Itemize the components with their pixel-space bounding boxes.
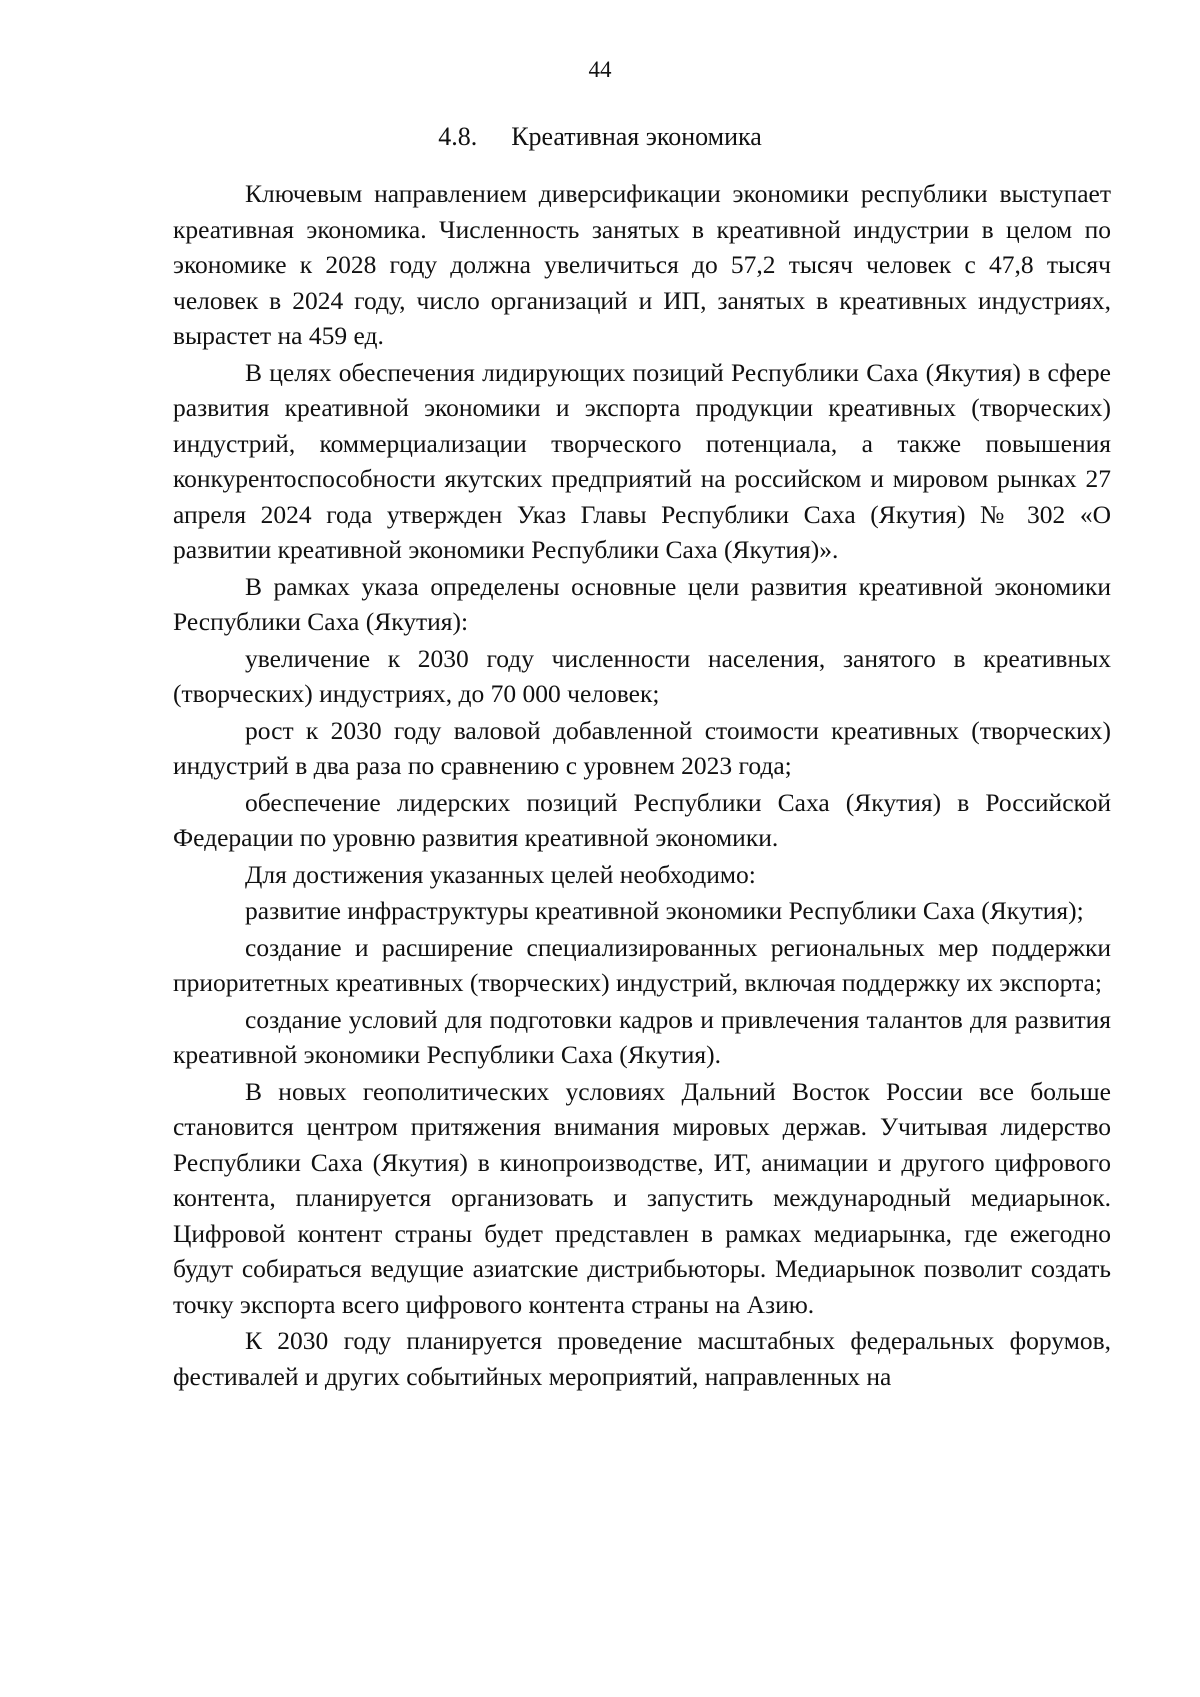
- list-item-goal: увеличение к 2030 году численности населения, занятого в креативных (творческих) индустриях, до 70 000 человек;: [173, 643, 1111, 708]
- list-item-goal: обеспечение лидерских позиций Республики Саха (Якутия) в Российской Федерации по уровню развития креативной экономики.: [173, 787, 1111, 852]
- paragraph: В целях обеспечения лидирующих позиций Республики Саха (Якутия) в сфере развития креативной экономики и экспорта продукции креативных (творческих) индустрий, коммерциализации творческого потенциала, а также повышения конкурентоспособности якутских предприятий на российском и мировом рынках 27 апреля 2024 года утвержден Указ Главы Республики Саха (Якутия) № 302 «О развитии креативной экономики Республики Саха (Якутия)».: [173, 357, 1111, 564]
- list-item-measure: создание условий для подготовки кадров и привлечения талантов для развития креативной экономики Республики Саха (Якутия).: [173, 1004, 1111, 1069]
- list-item-measure: создание и расширение специализированных региональных мер поддержки приоритетных креативных (творческих) индустрий, включая поддержку их экспорта;: [173, 932, 1111, 997]
- section-number: 4.8.: [438, 122, 478, 151]
- body-text: [173, 176, 1111, 1395]
- paragraph: Для достижения указанных целей необходимо:: [245, 859, 756, 889]
- section-heading: [0, 120, 1200, 154]
- page-number: 44: [588, 57, 612, 82]
- paragraph: В новых геополитических условиях Дальний Восток России все больше становится центром притяжения внимания мировых держав. Учитывая лидерство Республики Саха (Якутия) в кинопроизводстве, ИТ, анимации и другого цифрового контента, планируется организовать и запустить международный медиарынок. Цифровой контент страны будет представлен в рамках медиарынка, где ежегодно будут собираться ведущие азиатские дистрибьюторы. Медиарынок позволит создать точку экспорта всего цифрового контента страны на Азию.: [173, 1076, 1111, 1319]
- paragraph: Ключевым направлением диверсификации экономики республики выступает креативная экономика. Численность занятых в креативной индустрии в целом по экономике к 2028 году должна увеличиться до 57,2 тысяч человек с 47,8 тысяч человек в 2024 году, число организаций и ИП, занятых в креативных индустриях, вырастет на 459 ед.: [173, 179, 1111, 350]
- list-item-measure: развитие инфраструктуры креативной экономики Республики Саха (Якутия);: [245, 896, 1084, 925]
- list-item-goal: рост к 2030 году валовой добавленной стоимости креативных (творческих) индустрий в два раза по сравнению с уровнем 2023 года;: [173, 715, 1111, 780]
- paragraph: В рамках указа определены основные цели развития креативной экономики Республики Саха (Якутия):: [173, 571, 1111, 636]
- section-title: Креативная экономика: [511, 122, 762, 151]
- paragraph: К 2030 году планируется проведение масштабных федеральных форумов, фестивалей и других событийных мероприятий, направленных на: [173, 1326, 1111, 1391]
